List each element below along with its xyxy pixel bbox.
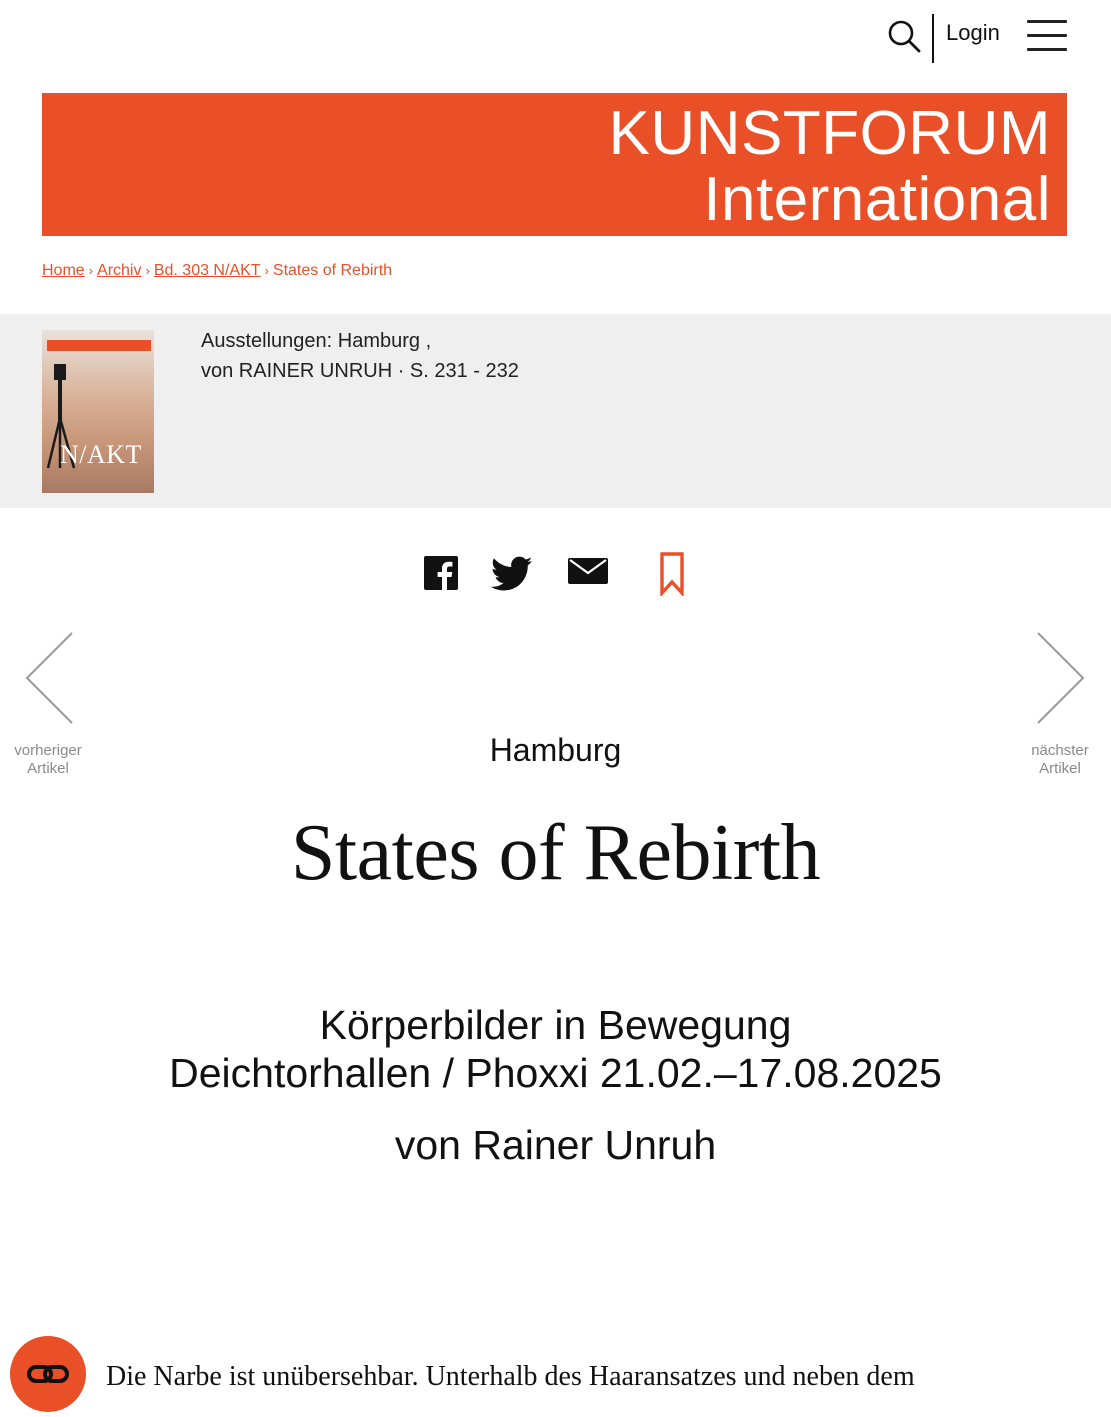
chevron-left-icon bbox=[24, 630, 76, 726]
breadcrumb bbox=[42, 262, 392, 280]
next-article-label[interactable]: nächster Artikel bbox=[1031, 742, 1089, 777]
cover-header-band bbox=[47, 340, 151, 351]
breadcrumb-separator: › bbox=[145, 263, 150, 278]
issue-cover[interactable] bbox=[42, 330, 154, 493]
twitter-icon bbox=[491, 556, 533, 592]
previous-article-label[interactable]: vorheriger Artikel bbox=[14, 742, 82, 777]
breadcrumb-current: States of Rebirth bbox=[272, 262, 393, 279]
share-twitter-button[interactable] bbox=[491, 556, 533, 592]
next-article-button[interactable] bbox=[1034, 630, 1086, 726]
article-kicker: Hamburg bbox=[489, 732, 622, 768]
bookmark-icon bbox=[659, 552, 685, 596]
menu-button[interactable] bbox=[1027, 20, 1067, 52]
bookmark-button[interactable] bbox=[659, 552, 685, 596]
cover-title: N/AKT bbox=[60, 440, 142, 469]
link-icon bbox=[10, 1336, 86, 1412]
article-author: von Rainer Unruh bbox=[394, 1122, 717, 1168]
article-title: States of Rebirth bbox=[290, 809, 821, 897]
search-icon bbox=[886, 18, 922, 54]
breadcrumb-issue[interactable]: Bd. 303 N/AKT bbox=[153, 262, 261, 279]
mail-icon bbox=[568, 558, 608, 584]
previous-article-button[interactable] bbox=[24, 630, 76, 726]
breadcrumb-home[interactable]: Home bbox=[42, 262, 85, 279]
article-subtitle: Körperbilder in Bewegung bbox=[319, 1002, 792, 1048]
issue-info bbox=[0, 314, 1111, 508]
login-link[interactable]: Login bbox=[946, 20, 1000, 45]
search-button[interactable] bbox=[886, 18, 922, 54]
brand-name: KUNSTFORUM bbox=[608, 99, 1051, 168]
brand-banner[interactable] bbox=[42, 93, 1067, 236]
issue-section: Ausstellungen: Hamburg , bbox=[201, 330, 432, 352]
floating-link-button[interactable] bbox=[10, 1336, 86, 1412]
share-facebook-button[interactable] bbox=[424, 556, 458, 590]
header-divider bbox=[932, 14, 934, 63]
brand-subname: International bbox=[703, 165, 1051, 234]
chevron-right-icon bbox=[1034, 630, 1086, 726]
issue-author-pages: von RAINER UNRUH · S. 231 - 232 bbox=[201, 360, 519, 382]
breadcrumb-separator: › bbox=[264, 263, 269, 278]
breadcrumb-archiv[interactable]: Archiv bbox=[97, 262, 142, 279]
article-body-paragraph: Die Narbe ist unübersehbar. Unterhalb des Haaransatzes und neben dem bbox=[106, 1361, 915, 1392]
share-email-button[interactable] bbox=[568, 558, 608, 584]
article-venue-dates: Deichtorhallen / Phoxxi 21.02.–17.08.2025 bbox=[169, 1050, 942, 1096]
breadcrumb-separator: › bbox=[88, 263, 94, 278]
facebook-icon bbox=[424, 556, 458, 590]
